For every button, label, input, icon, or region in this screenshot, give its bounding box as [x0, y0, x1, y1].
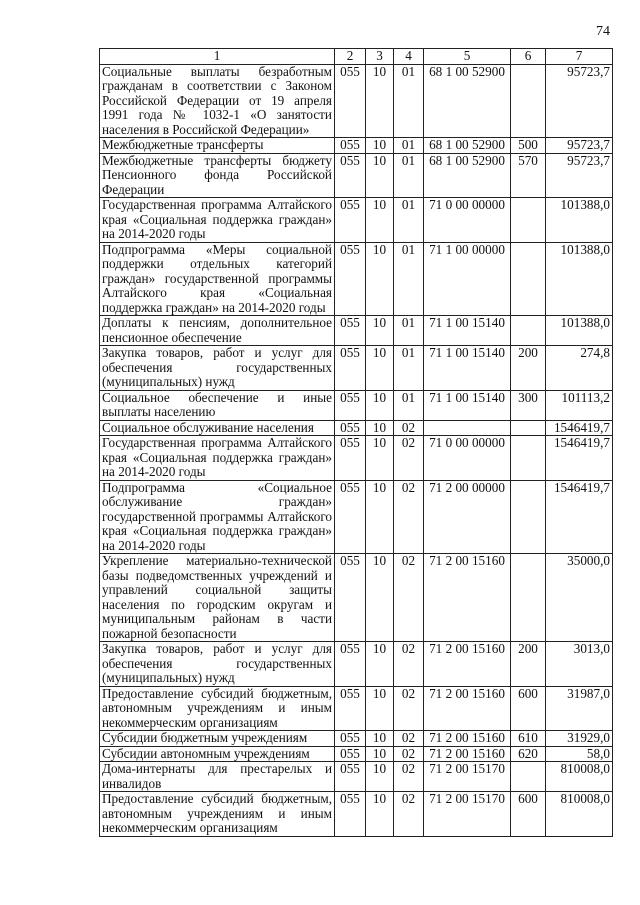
- amount: 95723,7: [546, 138, 613, 154]
- section-code: 10: [366, 480, 394, 554]
- subsection-code: 02: [394, 480, 424, 554]
- table-row: [100, 198, 613, 243]
- target-article-code: 71 0 00 00000: [424, 198, 511, 243]
- target-article-code: 71 2 00 15160: [424, 686, 511, 731]
- section-code: 10: [366, 686, 394, 731]
- section-code: 10: [366, 198, 394, 243]
- target-article-code: 71 2 00 15160: [424, 554, 511, 642]
- section-code: 10: [366, 316, 394, 346]
- subsection-code: 02: [394, 686, 424, 731]
- section-code: 10: [366, 346, 394, 391]
- ministry-code: 055: [335, 198, 366, 243]
- amount: 1546419,7: [546, 420, 613, 436]
- subsection-code: 01: [394, 390, 424, 420]
- ministry-code: 055: [335, 686, 366, 731]
- subsection-code: 01: [394, 242, 424, 316]
- subsection-code: 01: [394, 316, 424, 346]
- row-name: Подпрограмма «Социальное обслуживание граждан» государственной программы Алтайского края «Социальная поддержка граждан» на 2014-2020 годы: [100, 480, 335, 554]
- row-name: Закупка товаров, работ и услуг для обеспечения государственных (муниципальных) нужд: [100, 642, 335, 687]
- amount: 101388,0: [546, 242, 613, 316]
- subsection-code: 02: [394, 642, 424, 687]
- section-code: 10: [366, 792, 394, 837]
- amount: 1546419,7: [546, 480, 613, 554]
- amount: 810008,0: [546, 792, 613, 837]
- table-body: [100, 64, 613, 836]
- section-code: 10: [366, 64, 394, 138]
- amount: 58,0: [546, 746, 613, 762]
- subsection-code: 02: [394, 746, 424, 762]
- subsection-code: 02: [394, 436, 424, 481]
- table-row: [100, 686, 613, 731]
- table-row: [100, 242, 613, 316]
- subsection-code: 02: [394, 420, 424, 436]
- row-name: Предоставление субсидий бюджетным, автономным учреждениям и иным некоммерческим организациям: [100, 792, 335, 837]
- ministry-code: 055: [335, 346, 366, 391]
- amount: 810008,0: [546, 762, 613, 792]
- ministry-code: 055: [335, 153, 366, 198]
- expense-type-code: [511, 64, 546, 138]
- subsection-code: 02: [394, 554, 424, 642]
- expense-type-code: 300: [511, 390, 546, 420]
- subsection-code: 02: [394, 792, 424, 837]
- table-row: [100, 316, 613, 346]
- row-name: Дома-интернаты для престарелых и инвалидов: [100, 762, 335, 792]
- ministry-code: 055: [335, 642, 366, 687]
- expense-type-code: 570: [511, 153, 546, 198]
- table-row: [100, 746, 613, 762]
- expense-type-code: [511, 436, 546, 481]
- column-header: 3: [366, 49, 394, 65]
- row-name: Укрепление материально-технической базы подведомственных учреждений и управлений социальной защиты населения по городским округам и муниципальным районам в части пожарной безопасности: [100, 554, 335, 642]
- table-row: [100, 420, 613, 436]
- row-name: Субсидии автономным учреждениям: [100, 746, 335, 762]
- expense-type-code: [511, 316, 546, 346]
- table-row: [100, 731, 613, 747]
- amount: 95723,7: [546, 64, 613, 138]
- expense-type-code: 600: [511, 792, 546, 837]
- ministry-code: 055: [335, 792, 366, 837]
- column-header: 5: [424, 49, 511, 65]
- target-article-code: 71 1 00 15140: [424, 346, 511, 391]
- table-row: [100, 346, 613, 391]
- section-code: 10: [366, 554, 394, 642]
- section-code: 10: [366, 762, 394, 792]
- target-article-code: 71 2 00 15160: [424, 746, 511, 762]
- section-code: 10: [366, 153, 394, 198]
- expense-type-code: [511, 762, 546, 792]
- target-article-code: [424, 420, 511, 436]
- target-article-code: 71 2 00 15160: [424, 731, 511, 747]
- target-article-code: 71 1 00 15140: [424, 316, 511, 346]
- subsection-code: 02: [394, 731, 424, 747]
- column-header: 1: [100, 49, 335, 65]
- subsection-code: 01: [394, 138, 424, 154]
- target-article-code: 71 1 00 15140: [424, 390, 511, 420]
- subsection-code: 02: [394, 762, 424, 792]
- section-code: 10: [366, 420, 394, 436]
- page-number: 74: [596, 24, 610, 39]
- amount: 3013,0: [546, 642, 613, 687]
- table-row: [100, 390, 613, 420]
- ministry-code: 055: [335, 316, 366, 346]
- expense-type-code: 200: [511, 642, 546, 687]
- target-article-code: 68 1 00 52900: [424, 153, 511, 198]
- amount: 101113,2: [546, 390, 613, 420]
- amount: 31987,0: [546, 686, 613, 731]
- subsection-code: 01: [394, 64, 424, 138]
- row-name: Социальное обеспечение и иные выплаты населению: [100, 390, 335, 420]
- section-code: 10: [366, 242, 394, 316]
- section-code: 10: [366, 436, 394, 481]
- row-name: Доплаты к пенсиям, дополнительное пенсионное обеспечение: [100, 316, 335, 346]
- expense-type-code: [511, 198, 546, 243]
- row-name: Межбюджетные трансферты: [100, 138, 335, 154]
- row-name: Закупка товаров, работ и услуг для обеспечения государственных (муниципальных) нужд: [100, 346, 335, 391]
- row-name: Социальные выплаты безработным гражданам в соответствии с Законом Российской Федерации от 19 апреля 1991 года № 1032-1 «О занятости населения в Российской Федерации»: [100, 64, 335, 138]
- expense-type-code: 500: [511, 138, 546, 154]
- budget-table: [99, 48, 613, 837]
- column-header: 2: [335, 49, 366, 65]
- expense-type-code: 200: [511, 346, 546, 391]
- table-row: [100, 762, 613, 792]
- section-code: 10: [366, 642, 394, 687]
- table-row: [100, 138, 613, 154]
- section-code: 10: [366, 390, 394, 420]
- amount: 35000,0: [546, 554, 613, 642]
- expense-type-code: [511, 480, 546, 554]
- header-row: [100, 49, 613, 65]
- target-article-code: 71 2 00 15170: [424, 792, 511, 837]
- ministry-code: 055: [335, 554, 366, 642]
- amount: 101388,0: [546, 316, 613, 346]
- expense-type-code: [511, 242, 546, 316]
- row-name: Предоставление субсидий бюджетным, автономным учреждениям и иным некоммерческим организациям: [100, 686, 335, 731]
- table-row: [100, 792, 613, 837]
- ministry-code: 055: [335, 731, 366, 747]
- target-article-code: 71 2 00 00000: [424, 480, 511, 554]
- target-article-code: 71 2 00 15160: [424, 642, 511, 687]
- expense-type-code: [511, 420, 546, 436]
- expense-type-code: 600: [511, 686, 546, 731]
- table-row: [100, 480, 613, 554]
- section-code: 10: [366, 731, 394, 747]
- target-article-code: 71 1 00 00000: [424, 242, 511, 316]
- column-header: 4: [394, 49, 424, 65]
- column-header: 6: [511, 49, 546, 65]
- expense-type-code: 610: [511, 731, 546, 747]
- ministry-code: 055: [335, 390, 366, 420]
- ministry-code: 055: [335, 762, 366, 792]
- section-code: 10: [366, 746, 394, 762]
- target-article-code: 68 1 00 52900: [424, 64, 511, 138]
- amount: 1546419,7: [546, 436, 613, 481]
- ministry-code: 055: [335, 138, 366, 154]
- column-header: 7: [546, 49, 613, 65]
- target-article-code: 68 1 00 52900: [424, 138, 511, 154]
- section-code: 10: [366, 138, 394, 154]
- row-name: Государственная программа Алтайского края «Социальная поддержка граждан» на 2014-2020 годы: [100, 436, 335, 481]
- table-row: [100, 642, 613, 687]
- row-name: Межбюджетные трансферты бюджету Пенсионного фонда Российской Федерации: [100, 153, 335, 198]
- table-row: [100, 64, 613, 138]
- amount: 274,8: [546, 346, 613, 391]
- subsection-code: 01: [394, 346, 424, 391]
- ministry-code: 055: [335, 64, 366, 138]
- table-row: [100, 554, 613, 642]
- amount: 95723,7: [546, 153, 613, 198]
- row-name: Социальное обслуживание населения: [100, 420, 335, 436]
- amount: 101388,0: [546, 198, 613, 243]
- ministry-code: 055: [335, 242, 366, 316]
- subsection-code: 01: [394, 198, 424, 243]
- ministry-code: 055: [335, 746, 366, 762]
- target-article-code: 71 2 00 15170: [424, 762, 511, 792]
- ministry-code: 055: [335, 436, 366, 481]
- table-row: [100, 153, 613, 198]
- row-name: Субсидии бюджетным учреждениям: [100, 731, 335, 747]
- expense-type-code: 620: [511, 746, 546, 762]
- amount: 31929,0: [546, 731, 613, 747]
- table-row: [100, 436, 613, 481]
- target-article-code: 71 0 00 00000: [424, 436, 511, 481]
- ministry-code: 055: [335, 420, 366, 436]
- row-name: Подпрограмма «Меры социальной поддержки отдельных категорий граждан» государственной программы Алтайского края «Социальная поддержка граждан» на 2014-2020 годы: [100, 242, 335, 316]
- expense-type-code: [511, 554, 546, 642]
- subsection-code: 01: [394, 153, 424, 198]
- ministry-code: 055: [335, 480, 366, 554]
- row-name: Государственная программа Алтайского края «Социальная поддержка граждан» на 2014-2020 годы: [100, 198, 335, 243]
